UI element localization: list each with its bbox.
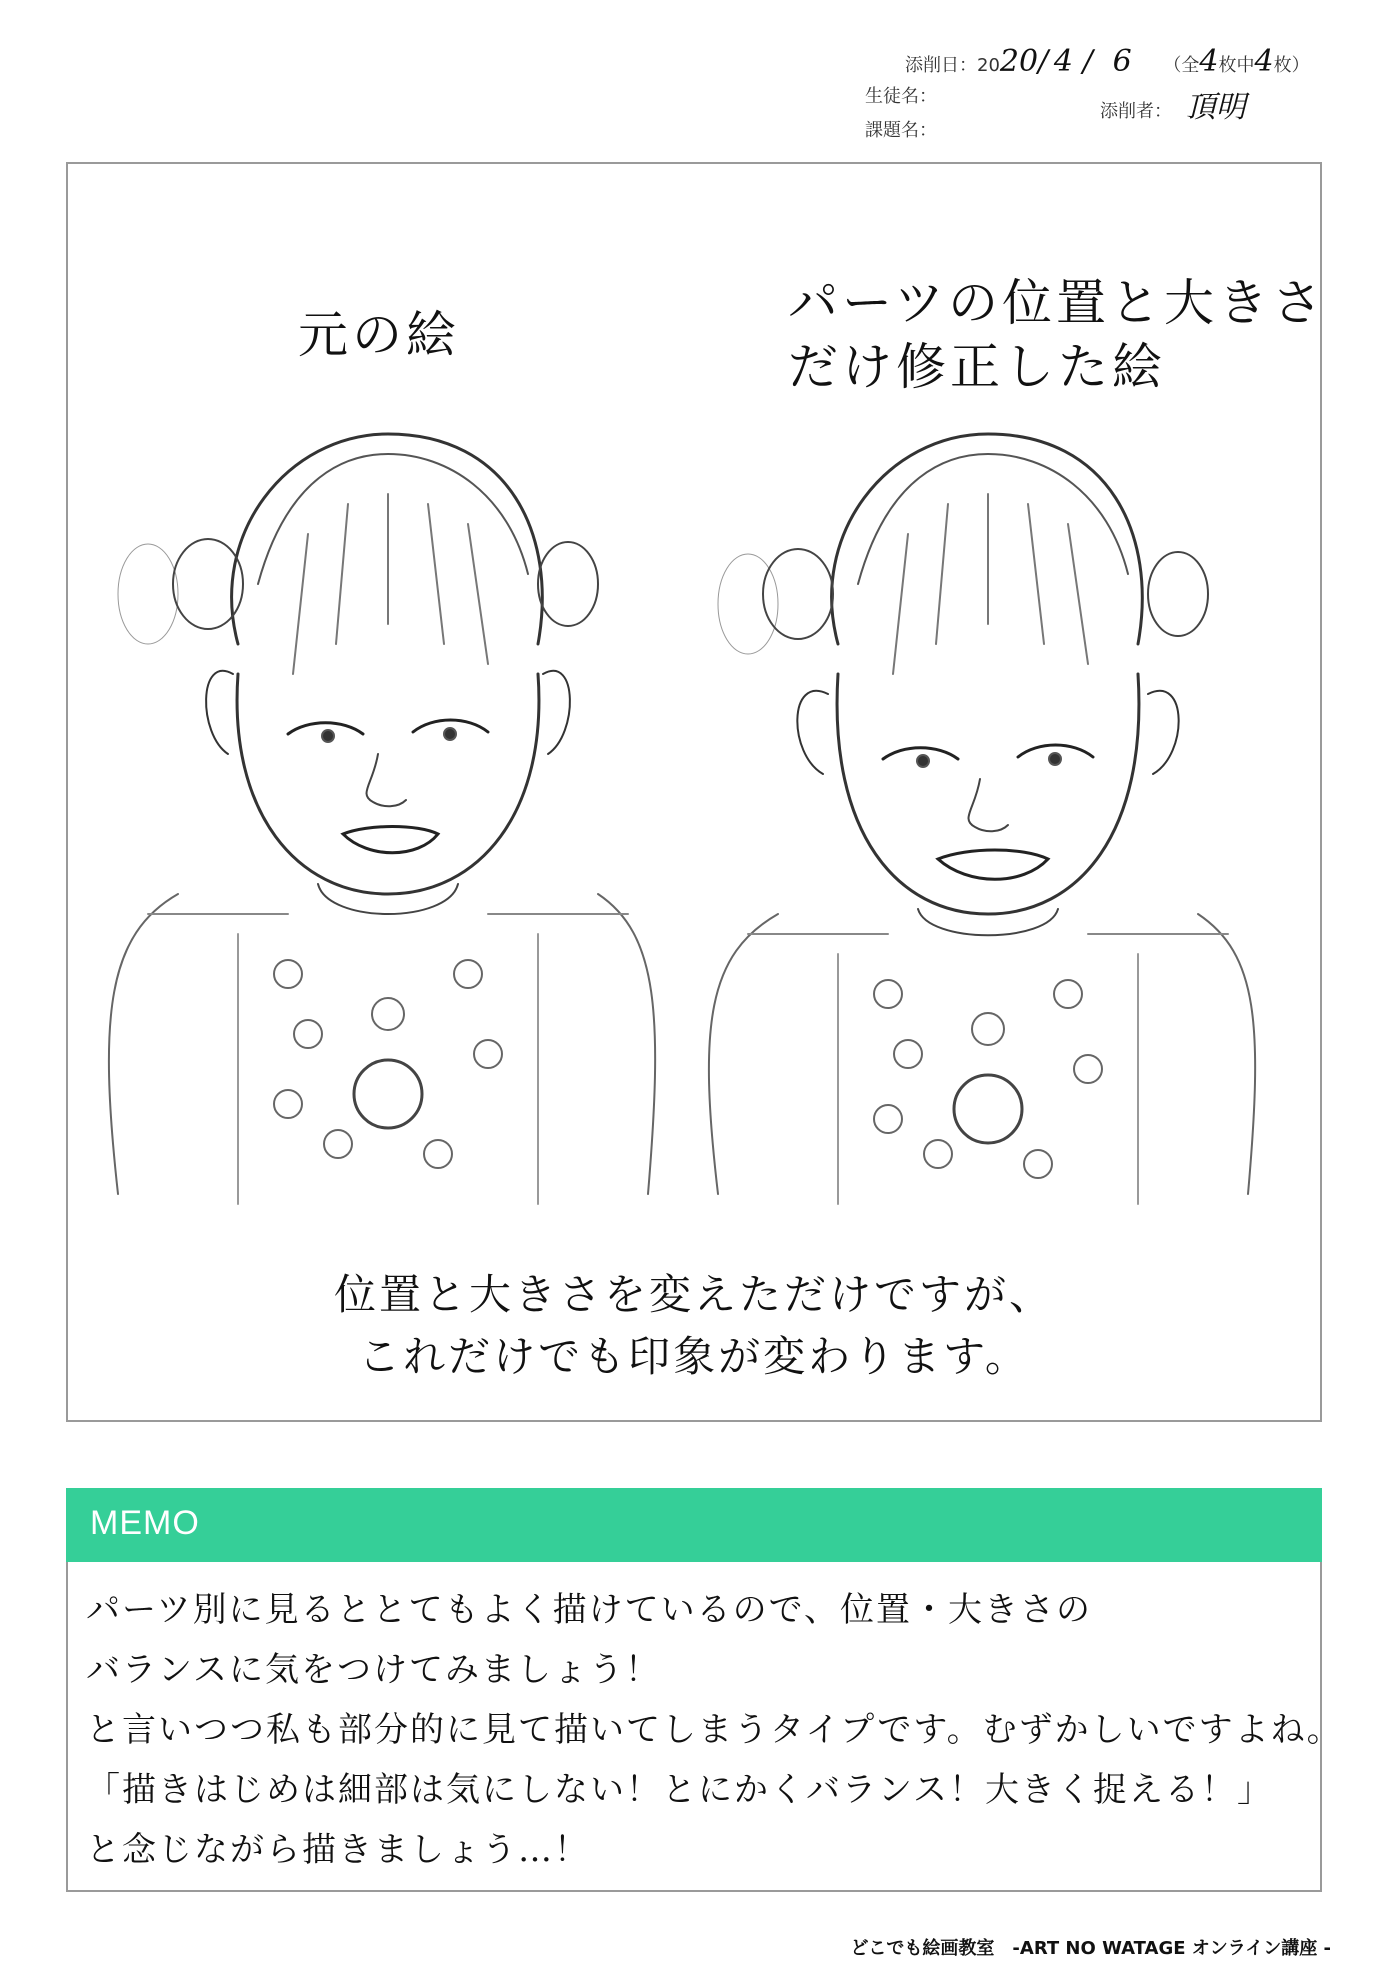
comparison-panel — [66, 162, 1326, 1422]
memo-line: バランスに気をつけてみましょう！ — [86, 1650, 661, 1690]
corrector-name-handwritten: 頂明 — [1185, 90, 1246, 125]
sheet-count-open: （全 — [1163, 55, 1200, 76]
memo-title: MEMO — [90, 1504, 200, 1542]
original-pencil-sketch — [88, 414, 668, 1214]
corrected-drawing-caption-line2: だけ修正した絵 — [788, 338, 1166, 396]
sheet-current-handwritten: 4 — [1254, 44, 1274, 79]
date-label: 添削日：20 — [905, 55, 1000, 76]
original-drawing-caption: 元の絵 — [298, 306, 460, 364]
corrector-row — [1100, 82, 1246, 126]
memo-line: 「描きはじめは細部は気にしない！とにかくバランス！大きく捉える！」 — [86, 1770, 1273, 1810]
sheet-count-close: 枚） — [1273, 55, 1310, 76]
sheet-header — [0, 0, 1389, 150]
comparison-note-line2: これだけでも印象が変わります。 — [358, 1332, 1030, 1381]
corrected-pencil-sketch — [688, 414, 1268, 1214]
date-year-handwritten: 20/ — [999, 44, 1049, 79]
footer-brand: どこでも絵画教室 -ART NO WATAGE オンライン講座 - — [850, 1938, 1331, 1959]
comparison-note-line1: 位置と大きさを変えただけですが、 — [333, 1270, 1054, 1319]
sheet-total-handwritten: 4 — [1199, 44, 1219, 79]
student-label: 生徒名： — [865, 86, 937, 107]
date-day-handwritten: 6 — [1112, 44, 1132, 79]
date-row: 添削日：2020/ 4 / 6 （全4枚中4枚） — [905, 44, 1310, 79]
memo-line: と念じながら描きましょう…！ — [86, 1830, 590, 1870]
memo-body — [66, 1562, 1343, 1892]
memo-line: パーツ別に見るととてもよく描けているので、位置・大きさの — [86, 1590, 1092, 1630]
corrected-drawing-caption-line1: パーツの位置と大きさ — [788, 274, 1326, 332]
memo-header — [66, 1488, 1322, 1562]
corrector-label: 添削者： — [1100, 101, 1172, 122]
assignment-label: 課題名： — [865, 120, 937, 141]
memo-line: と言いつつ私も部分的に見て描いてしまうタイプです。むずかしいですよね。 — [86, 1710, 1343, 1750]
comparison-note — [68, 1264, 1320, 1388]
sheet-count-mid: 枚中 — [1218, 55, 1255, 76]
date-month-handwritten: 4 — [1053, 44, 1074, 79]
